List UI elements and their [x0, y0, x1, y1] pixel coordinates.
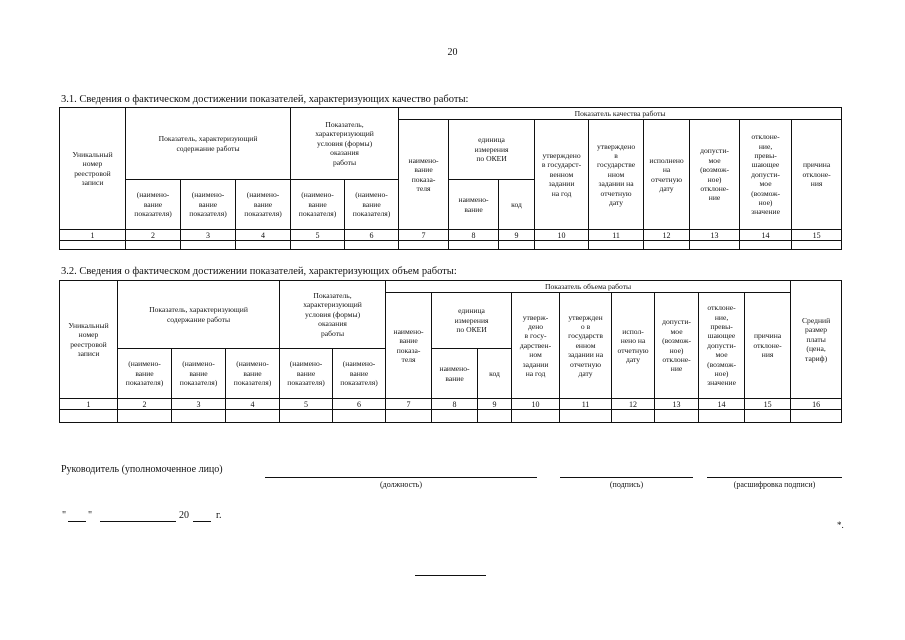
- col-number: 10: [535, 230, 589, 241]
- volume-table: [59, 280, 842, 423]
- col-number: 11: [589, 230, 644, 241]
- col-number: 12: [612, 399, 655, 410]
- col-number: 6: [345, 230, 399, 241]
- col-number: 4: [236, 230, 291, 241]
- col-unit: единица измерения по ОКЕИ: [432, 293, 512, 349]
- col-number: 2: [126, 230, 181, 241]
- data-cell[interactable]: [589, 241, 644, 250]
- col-approved-date: утвержден о в государств енном задании на отчетную дату: [560, 293, 612, 399]
- sub-indicator-name: (наимено- вание показателя): [181, 180, 236, 230]
- data-cell[interactable]: [644, 241, 690, 250]
- col-approved-date: утверждено в государстве нном задании на отчетную дату: [589, 120, 644, 230]
- col-conditions-indicator: Показатель, характеризующий условия (формы) оказания работы: [280, 281, 386, 349]
- data-cell[interactable]: [612, 410, 655, 423]
- col-unit: единица измерения по ОКЕИ: [449, 120, 535, 180]
- sub-indicator-name: (наимено- вание показателя): [118, 349, 172, 399]
- col-number: 5: [291, 230, 345, 241]
- col-number: 8: [432, 399, 478, 410]
- col-approved-year: утверж- дено в госу- дарствен- ном задании на год: [512, 293, 560, 399]
- col-number: 13: [655, 399, 699, 410]
- data-cell[interactable]: [792, 241, 842, 250]
- col-number: 1: [60, 399, 118, 410]
- col-indicator-name: наимено- вание показа- теля: [399, 120, 449, 230]
- sub-indicator-name: (наимено- вание показателя): [172, 349, 226, 399]
- footnote-separator: [415, 575, 486, 576]
- col-number: 8: [449, 230, 499, 241]
- sub-indicator-name: (наимено- вание показателя): [280, 349, 333, 399]
- col-number: 9: [499, 230, 535, 241]
- col-number: 2: [118, 399, 172, 410]
- footnote-asterisk: *.: [837, 520, 844, 530]
- col-unit-code: код: [499, 180, 535, 230]
- data-cell[interactable]: [512, 410, 560, 423]
- col-indicator-name: наимено- вание показа- теля: [386, 293, 432, 399]
- data-cell[interactable]: [791, 410, 842, 423]
- date-close-quote: ": [88, 510, 93, 521]
- col-number: 13: [690, 230, 740, 241]
- signature-decode-field[interactable]: [707, 477, 842, 478]
- data-cell[interactable]: [226, 410, 280, 423]
- col-approved-year: утверждено в государст- венном задании на год: [535, 120, 589, 230]
- col-number: 7: [399, 230, 449, 241]
- sub-indicator-name: (наимено- вание показателя): [226, 349, 280, 399]
- col-number: 9: [478, 399, 512, 410]
- data-cell[interactable]: [699, 410, 745, 423]
- data-cell[interactable]: [386, 410, 432, 423]
- col-number: 6: [333, 399, 386, 410]
- data-cell[interactable]: [172, 410, 226, 423]
- col-done: исполнено на отчетную дату: [644, 120, 690, 230]
- col-number: 14: [699, 399, 745, 410]
- col-done: испол- нено на отчетную дату: [612, 293, 655, 399]
- data-cell[interactable]: [740, 241, 792, 250]
- col-number: 3: [172, 399, 226, 410]
- col-number: 15: [792, 230, 842, 241]
- col-number: 4: [226, 399, 280, 410]
- col-number: 12: [644, 230, 690, 241]
- position-field[interactable]: [265, 477, 537, 478]
- data-cell[interactable]: [399, 241, 449, 250]
- col-reason: причина отклоне- ния: [792, 120, 842, 230]
- sub-indicator-name: (наимено- вание показателя): [291, 180, 345, 230]
- col-unit-name: наимено- вание: [449, 180, 499, 230]
- data-cell[interactable]: [118, 410, 172, 423]
- section-1-title: 3.1. Сведения о фактическом достижении показателей, характеризующих качество работы:: [61, 94, 469, 105]
- data-cell[interactable]: [345, 241, 399, 250]
- date-day-field[interactable]: [68, 521, 86, 522]
- signature-decode-caption: (расшифровка подписи): [733, 480, 816, 489]
- section-2-title: 3.2. Сведения о фактическом достижении показателей, характеризующих объем работы:: [61, 266, 457, 277]
- col-unique-number: Уникальный номер реестровой записи: [60, 108, 126, 230]
- col-exceeding-deviation: отклоне- ние, превы- шающее допусти- мое (возмож- ное) значение: [740, 120, 792, 230]
- col-exceeding-deviation: отклоне- ние, превы- шающее допусти- мое (возмож- ное) значение: [699, 293, 745, 399]
- data-cell[interactable]: [126, 241, 181, 250]
- date-year-prefix: 20: [179, 510, 189, 521]
- col-number: 15: [745, 399, 791, 410]
- col-number: 5: [280, 399, 333, 410]
- sub-indicator-name: (наимено- вание показателя): [236, 180, 291, 230]
- data-cell[interactable]: [655, 410, 699, 423]
- data-cell[interactable]: [291, 241, 345, 250]
- col-unit-code: код: [478, 349, 512, 399]
- sub-indicator-name: (наимено- вание показателя): [333, 349, 386, 399]
- sub-indicator-name: (наимено- вание показателя): [126, 180, 181, 230]
- col-number: 7: [386, 399, 432, 410]
- data-cell[interactable]: [535, 241, 589, 250]
- col-number: 16: [791, 399, 842, 410]
- col-conditions-indicator: Показатель, характеризующий условия (формы) оказания работы: [291, 108, 399, 180]
- data-cell[interactable]: [181, 241, 236, 250]
- signature-caption: (подпись): [609, 480, 644, 489]
- sub-indicator-name: (наимено- вание показателя): [345, 180, 399, 230]
- col-number: 14: [740, 230, 792, 241]
- data-cell[interactable]: [60, 241, 126, 250]
- col-number: 11: [560, 399, 612, 410]
- data-cell[interactable]: [333, 410, 386, 423]
- col-content-indicator: Показатель, характеризующий содержание работы: [118, 281, 280, 349]
- date-year-suffix: г.: [216, 510, 222, 521]
- data-cell[interactable]: [449, 241, 499, 250]
- data-cell[interactable]: [690, 241, 740, 250]
- data-cell[interactable]: [560, 410, 612, 423]
- col-allowed-deviation: допусти- мое (возмож- ное) отклоне- ние: [655, 293, 699, 399]
- col-volume-indicator: Показатель объема работы: [386, 281, 791, 293]
- quality-table: [59, 107, 842, 250]
- data-cell[interactable]: [745, 410, 791, 423]
- data-cell[interactable]: [236, 241, 291, 250]
- date-year-field[interactable]: [193, 521, 211, 522]
- signature-field[interactable]: [560, 477, 693, 478]
- data-cell[interactable]: [432, 410, 478, 423]
- date-month-field[interactable]: [100, 521, 176, 522]
- col-unique-number: Уникальный номер реестровой записи: [60, 281, 118, 399]
- col-number: 1: [60, 230, 126, 241]
- data-cell[interactable]: [60, 410, 118, 423]
- date-open-quote: ": [62, 510, 67, 521]
- col-quality-indicator: Показатель качества работы: [399, 108, 842, 120]
- signatory-label: Руководитель (уполномоченное лицо): [61, 464, 223, 475]
- col-number: 10: [512, 399, 560, 410]
- col-content-indicator: Показатель, характеризующий содержание работы: [126, 108, 291, 180]
- data-cell[interactable]: [280, 410, 333, 423]
- col-allowed-deviation: допусти- мое (возмож- ное) отклоне- ние: [690, 120, 740, 230]
- col-average-price: Средний размер платы (цена, тариф): [791, 281, 842, 399]
- data-cell[interactable]: [478, 410, 512, 423]
- col-reason: причина отклоне- ния: [745, 293, 791, 399]
- data-cell[interactable]: [499, 241, 535, 250]
- position-caption: (должность): [380, 480, 422, 489]
- col-unit-name: наимено- вание: [432, 349, 478, 399]
- col-number: 3: [181, 230, 236, 241]
- page-number: 20: [447, 47, 458, 58]
